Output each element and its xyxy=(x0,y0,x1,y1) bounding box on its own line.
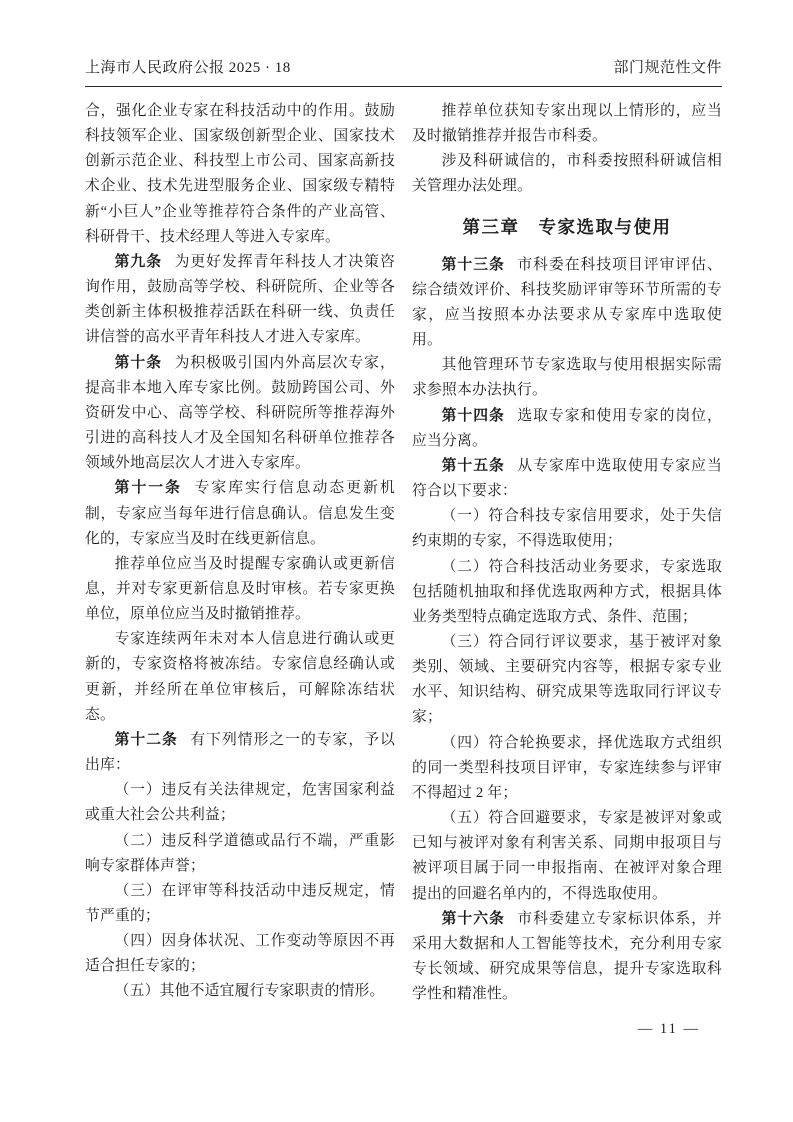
article-number: 第十一条 xyxy=(114,480,183,497)
article-paragraph: 第十条 为积极吸引国内外高层次专家，提高非本地入库专家比例。鼓励跨国公司、外资研发中心、高等学校、科研院所等推荐海外引进的高科技人才及全国知名科研单位推荐各领域外地高层次人才进入专家库。 xyxy=(85,354,395,472)
article-paragraph: 第十五条 从专家库中选取使用专家应当符合以下要求： xyxy=(412,457,722,500)
body-paragraph: 其他管理环节专家选取与使用根据实际需求参照本办法执行。 xyxy=(412,357,722,399)
article-paragraph: 第十六条 市科委建立专家标识体系，并采用大数据和人工智能等技术，充分利用专家专长领域、研究成果等信息，提升专家选取科学性和精准性。 xyxy=(412,910,722,1003)
body-columns xyxy=(85,99,722,1007)
article-number: 第十六条 xyxy=(441,910,505,927)
article-number: 第十四条 xyxy=(441,407,505,424)
body-paragraph: （一）违反有关法律规定，危害国家利益或重大社会公共利益； xyxy=(85,782,395,824)
page-header xyxy=(85,56,722,77)
body-paragraph: （一）符合科技专家信用要求，处于失信约束期的专家，不得选取使用； xyxy=(412,508,722,550)
body-paragraph: 推荐单位应当及时提醒专家确认或更新信息，并对专家更新信息及时审核。若专家更换单位，原单位应当及时撤销推荐。 xyxy=(85,555,395,623)
body-paragraph: （三）符合同行评议要求，基于被评对象类别、领域、主要研究内容等，根据专家专业水平、知识结构、研究成果等选取同行评议专家； xyxy=(412,633,722,726)
body-paragraph: （五）符合回避要求，专家是被评对象或已知与被评对象有利害关系、同期申报项目与被评项目属于同一申报指南、在被评对象合理提出的回避名单内的，不得选取使用。 xyxy=(412,810,722,902)
article-number: 第十条 xyxy=(114,354,162,371)
body-paragraph: 专家连续两年未对本人信息进行确认或更新的，专家资格将被冻结。专家信息经确认或更新，并经所在单位审核后，可解除冻结状态。 xyxy=(85,631,395,723)
article-paragraph: 第十一条 专家库实行信息动态更新机制，专家应当每年进行信息确认。信息发生变化的，专家应当及时在线更新信息。 xyxy=(85,480,395,547)
gazette-title: 上海市人民政府公报 2025 · 18 xyxy=(85,60,291,76)
body-paragraph: （三）在评审等科技活动中违反规定，情节严重的； xyxy=(85,882,395,924)
article-paragraph: 第十三条 市科委在科技项目评审评估、综合绩效评价、科技奖励评审等环节所需的专家，应当按照本办法要求从专家库中选取使用。 xyxy=(412,256,722,349)
body-paragraph: 涉及科研诚信的，市科委按照科研诚信相关管理办法处理。 xyxy=(412,153,722,195)
article-paragraph: 第十四条 选取专家和使用专家的岗位，应当分离。 xyxy=(412,407,722,449)
article-number: 第十二条 xyxy=(114,731,178,748)
article-paragraph: 第九条 为更好发挥青年科技人才决策咨询作用，鼓励高等学校、科研院所、企业等各类创新主体积极推荐活跃在科研一线、负责任讲信誉的高水平青年科技人才进入专家库。 xyxy=(85,253,395,346)
body-paragraph: 合，强化企业专家在科技活动中的作用。鼓励科技领军企业、国家级创新型企业、国家技术创新示范企业、科技型上市公司、国家高新技术企业、技术先进型服务企业、国家级专精特新“小巨人”企业等推荐符合条件的产业高管、科研骨干、技术经理人等进入专家库。 xyxy=(85,103,395,245)
body-paragraph: 推荐单位获知专家出现以上情形的，应当及时撤销推荐并报告市科委。 xyxy=(412,103,722,145)
right-column xyxy=(412,99,722,1007)
chapter-heading: 第三章 专家选取与使用 xyxy=(462,216,672,237)
article-number: 第十三条 xyxy=(441,256,505,273)
header-divider xyxy=(85,86,722,87)
body-paragraph: （二）违反科学道德或品行不端，严重影响专家群体声誉； xyxy=(85,832,395,874)
article-paragraph: 第十二条 有下列情形之一的专家，予以出库： xyxy=(85,731,395,774)
article-number: 第十五条 xyxy=(441,457,505,474)
section-label: 部门规范性文件 xyxy=(613,60,722,76)
body-paragraph: （五）其他不适宜履行专家职责的情形。 xyxy=(114,983,385,1000)
body-paragraph: （二）符合科技活动业务要求，专家选取包括随机抽取和择优选取两种方式，根据具体业务类型特点确定选取方式、条件、范围； xyxy=(412,558,722,625)
left-column xyxy=(85,99,395,1007)
body-paragraph: （四）因身体状况、工作变动等原因不再适合担任专家的； xyxy=(85,933,395,975)
body-paragraph: （四）符合轮换要求，择优选取方式组织的同一类型科技项目评审，专家连续参与评审不得超过 2 年； xyxy=(412,734,722,801)
page-number: — 11 — xyxy=(637,1021,700,1037)
article-number: 第九条 xyxy=(114,253,162,270)
